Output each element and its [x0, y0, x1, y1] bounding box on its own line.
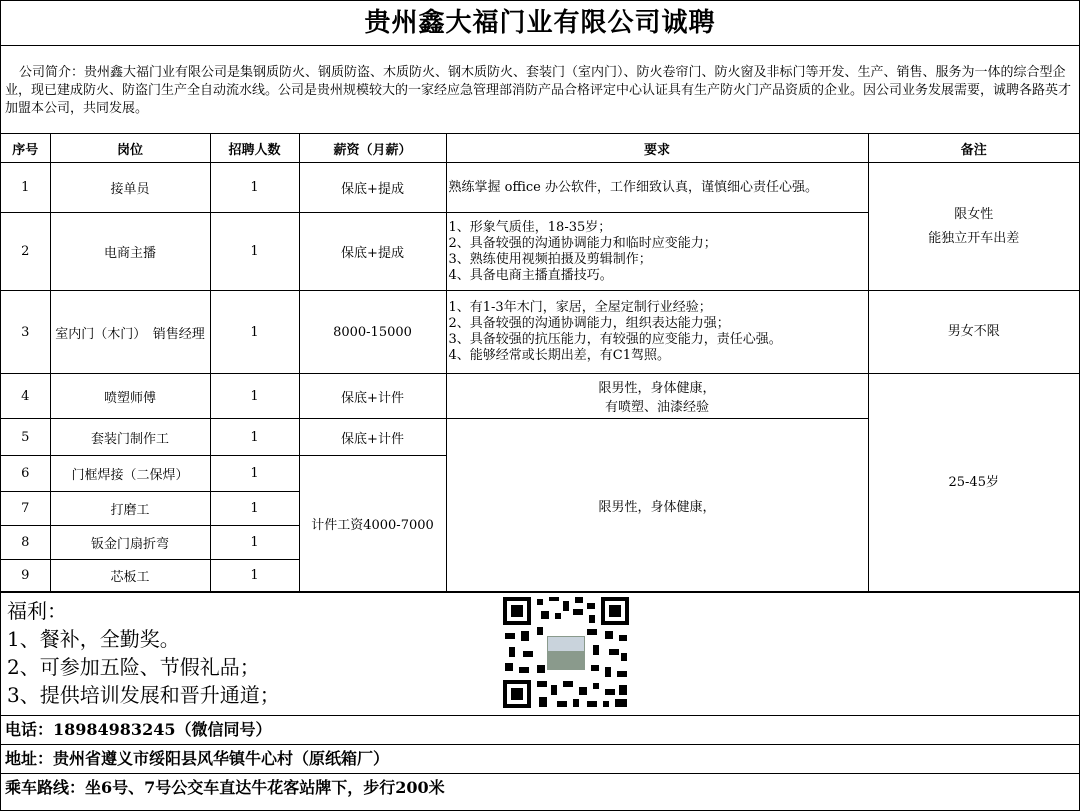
- row-position: 室内门（木门） 销售经理: [50, 291, 210, 374]
- row-position: 喷塑师傅: [50, 374, 210, 419]
- row-no: 3: [1, 291, 50, 374]
- requirement-line: 3、具备较强的抗压能力，有较强的应变能力，责任心强。: [448, 332, 782, 347]
- header-notes: 备注: [868, 134, 1079, 163]
- row-position: 芯板工: [50, 560, 210, 592]
- row-count: 1: [210, 213, 299, 291]
- row-position: 打磨工: [50, 492, 210, 526]
- row-count: 1: [210, 456, 299, 492]
- requirement-line: 4、具备电商主播直播技巧。: [448, 267, 613, 283]
- header-requirements: 要求: [446, 134, 868, 163]
- row-position: 钣金门扇折弯: [50, 526, 210, 560]
- benefits-heading: 福利：: [7, 599, 67, 623]
- contact-phone: 电话：18984983245（微信同号）: [1, 716, 1079, 745]
- row-salary: 保底+计件: [299, 374, 446, 419]
- row-no: 9: [1, 560, 50, 592]
- benefits-list: [7, 597, 280, 709]
- row-no: 6: [1, 456, 50, 492]
- row-no: 7: [1, 492, 50, 526]
- benefit-item: 1、餐补，全勤奖。: [7, 627, 180, 651]
- note-age-range: 25-45岁: [868, 374, 1079, 592]
- table-row: [1, 374, 1079, 419]
- requirement-line: 1、形象气质佳，18-35岁；: [448, 219, 612, 235]
- qr-code-icon: [501, 595, 631, 710]
- row-count: 1: [210, 374, 299, 419]
- requirements-male-healthy: 限男性，身体健康，: [446, 419, 868, 592]
- row-count: 1: [210, 291, 299, 374]
- requirement-line: 4、能够经常或长期出差，有C1驾照。: [448, 348, 670, 363]
- requirement-line: 1、有1-3年木门，家居，全屋定制行业经验；: [448, 300, 712, 315]
- benefit-item: 2、可参加五险、节假礼品；: [7, 655, 260, 679]
- table-row: [1, 291, 1079, 374]
- row-salary: 保底+提成: [299, 163, 446, 213]
- page-title: 贵州鑫大福门业有限公司诚聘: [1, 1, 1079, 46]
- job-table: [1, 134, 1079, 592]
- row-count: 1: [210, 526, 299, 560]
- table-row: [1, 163, 1079, 213]
- requirement-line: 2、具备较强的沟通协调能力和临时应变能力；: [448, 235, 717, 251]
- row-count: 1: [210, 560, 299, 592]
- requirement-line: 2、具备较强的沟通协调能力，组织表达能力强；: [448, 316, 730, 331]
- requirement-line: 限男性，身体健康，: [598, 381, 716, 396]
- requirement-line: 3、熟练使用视频拍摄及剪辑制作；: [448, 251, 652, 267]
- row-no: 5: [1, 419, 50, 456]
- row-requirements: 熟练掌握 office 办公软件，工作细致认真，谨慎细心责任心强。: [446, 163, 868, 213]
- company-intro: 公司简介：贵州鑫大福门业有限公司是集钢质防火、钢质防盗、木质防火、钢木质防火、套装门（室内门）、防火卷帘门、防火窗及非标门等开发、生产、销售、服务为一体的综合型企业，现已建成防火、防盗门生产全自动流水线。公司是贵州规模较大的一家经应急管理部消防产品合格评定中心认证具有生产防火门产品资质的企业。因公司业务发展需要，诚聘各路英才加盟本公司，共同发展。: [1, 46, 1079, 134]
- benefits-section: [1, 592, 1079, 716]
- row-count: 1: [210, 492, 299, 526]
- row-salary: 8000-15000: [299, 291, 446, 374]
- row-position: 接单员: [50, 163, 210, 213]
- row-no: 4: [1, 374, 50, 419]
- row-position: 电商主播: [50, 213, 210, 291]
- header-position: 岗位: [50, 134, 210, 163]
- row-no: 8: [1, 526, 50, 560]
- header-count: 招聘人数: [210, 134, 299, 163]
- header-no: 序号: [1, 134, 50, 163]
- salary-piecework: 计件工资4000-7000: [299, 456, 446, 592]
- row-requirements: [446, 374, 868, 419]
- note-any-gender: 男女不限: [868, 291, 1079, 374]
- note-line: 限女性: [954, 206, 994, 222]
- row-requirements: [446, 213, 868, 291]
- row-position: 套装门制作工: [50, 419, 210, 456]
- bus-route: 乘车路线：坐6号、7号公交车直达牛花客站牌下，步行200米: [5, 778, 445, 797]
- requirement-line: 有喷塑、油漆经验: [604, 400, 709, 415]
- row-no: 1: [1, 163, 50, 213]
- row-count: 1: [210, 419, 299, 456]
- row-salary: 保底+计件: [299, 419, 446, 456]
- note-line: 能独立开车出差: [928, 230, 1020, 246]
- header-salary: 薪资（月薪）: [299, 134, 446, 163]
- row-no: 2: [1, 213, 50, 291]
- row-salary: 保底+提成: [299, 213, 446, 291]
- row-requirements: [446, 291, 868, 374]
- row-position: 门框焊接（二保焊）: [50, 456, 210, 492]
- table-header-row: [1, 134, 1079, 163]
- note-female-only: [868, 163, 1079, 291]
- contact-address: 地址：贵州省遵义市绥阳县风华镇牛心村（原纸箱厂）: [1, 745, 1079, 774]
- benefit-item: 3、提供培训发展和晋升通道；: [7, 683, 280, 707]
- row-count: 1: [210, 163, 299, 213]
